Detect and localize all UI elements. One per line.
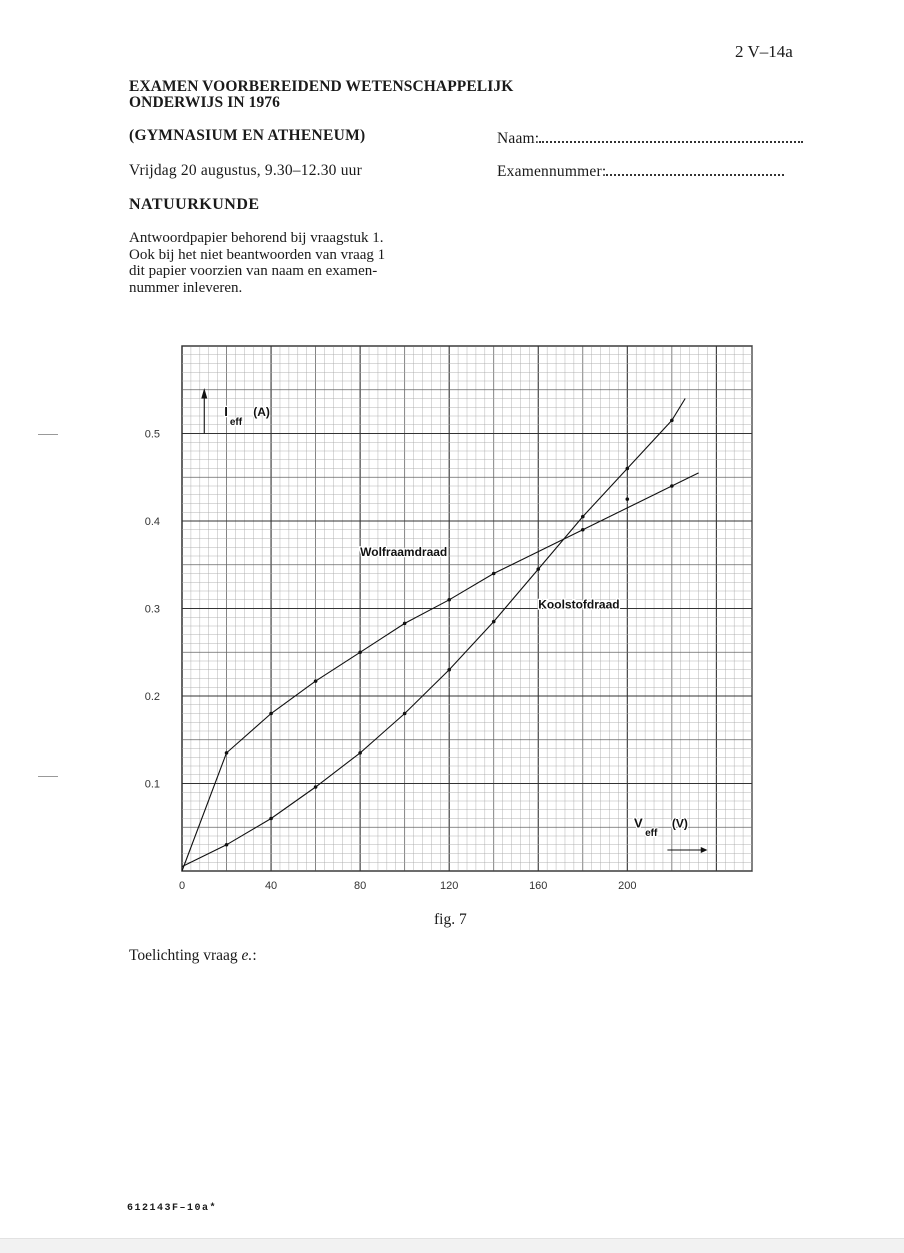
x-axis-label: V [633, 815, 643, 831]
data-point [225, 843, 229, 847]
school-type: (GYMNASIUM EN ATHENEUM) [129, 127, 366, 144]
data-point [626, 467, 630, 471]
data-point [358, 751, 362, 755]
note-label: Toelichting vraag [129, 947, 242, 964]
data-point [447, 668, 451, 672]
margin-mark [38, 776, 58, 777]
naam-label: Naam: [497, 130, 540, 147]
document-code: 2 V–14a [735, 42, 793, 61]
exam-title [129, 79, 549, 111]
margin-mark [38, 434, 58, 435]
x-axis-unit: (V) [671, 816, 688, 831]
data-point [581, 528, 585, 532]
data-point [403, 622, 407, 626]
y-tick-label: 0.4 [144, 516, 160, 528]
note-question-letter: e. [241, 947, 253, 964]
x-tick-label: 0 [178, 880, 186, 889]
naam-field[interactable] [497, 129, 803, 148]
figure-caption: fig. 7 [434, 911, 467, 928]
footer-code: 612143F–10a* [127, 1203, 218, 1214]
page-bottom-edge [0, 1238, 904, 1253]
note-line [129, 947, 257, 965]
y-tick-label: 0.1 [144, 778, 160, 791]
iv-chart-svg [130, 344, 770, 889]
data-point [403, 712, 407, 716]
naam-dotted-line[interactable] [539, 129, 803, 143]
data-point [225, 751, 229, 755]
y-axis-label: I [224, 404, 228, 419]
instruction-line: Ook bij het niet beantwoorden van vraag 1 [129, 246, 386, 263]
instruction-line: nummer inleveren. [129, 279, 243, 296]
data-point [269, 712, 273, 716]
note-colon: : [252, 947, 257, 964]
y-tick-label: 0.3 [144, 603, 160, 616]
y-tick-label: 0.5 [144, 428, 160, 441]
instruction-line: Antwoordpapier behorend bij vraagstuk 1. [129, 230, 384, 246]
x-tick-label: 80 [354, 880, 367, 889]
data-point [358, 650, 362, 654]
data-point [626, 497, 630, 501]
y-axis-unit: (A) [253, 405, 270, 419]
x-axis-label-subscript: eff [645, 828, 658, 839]
exam-title-line1: EXAMEN VOORBEREIDEND WETENSCHAPPELIJK [129, 78, 514, 95]
instructions-text [129, 230, 469, 296]
data-point [670, 419, 674, 423]
exam-date: Vrijdag 20 augustus, 9.30–12.30 uur [129, 162, 362, 179]
data-point [670, 484, 674, 488]
y-axis-label-subscript: eff [229, 416, 243, 428]
chart [130, 344, 770, 889]
data-point [314, 679, 318, 683]
x-tick-label: 40 [264, 880, 278, 889]
data-point [536, 567, 540, 571]
examnummer-label: Examennummer: [497, 163, 607, 180]
graph-paper-grid [182, 346, 752, 871]
data-point [269, 817, 273, 821]
x-tick-label: 200 [618, 880, 637, 889]
subject-title: NATUURKUNDE [129, 196, 260, 213]
data-point [447, 598, 451, 602]
data-point [492, 620, 496, 624]
series-label: Wolfraamdraad [360, 545, 448, 559]
data-point [314, 785, 318, 789]
x-tick-label: 120 [440, 880, 459, 889]
x-tick-label: 160 [529, 880, 548, 889]
instruction-line: dit papier voorzien van naam en examen- [129, 263, 378, 279]
data-point [492, 572, 496, 576]
examnummer-dotted-line[interactable] [606, 162, 784, 176]
y-tick-label: 0.2 [144, 691, 160, 703]
exam-title-line2: ONDERWIJS IN 1976 [129, 94, 281, 111]
data-point [581, 515, 585, 519]
series-label: Koolstofdraad [538, 597, 620, 612]
examnummer-field[interactable] [497, 162, 784, 181]
